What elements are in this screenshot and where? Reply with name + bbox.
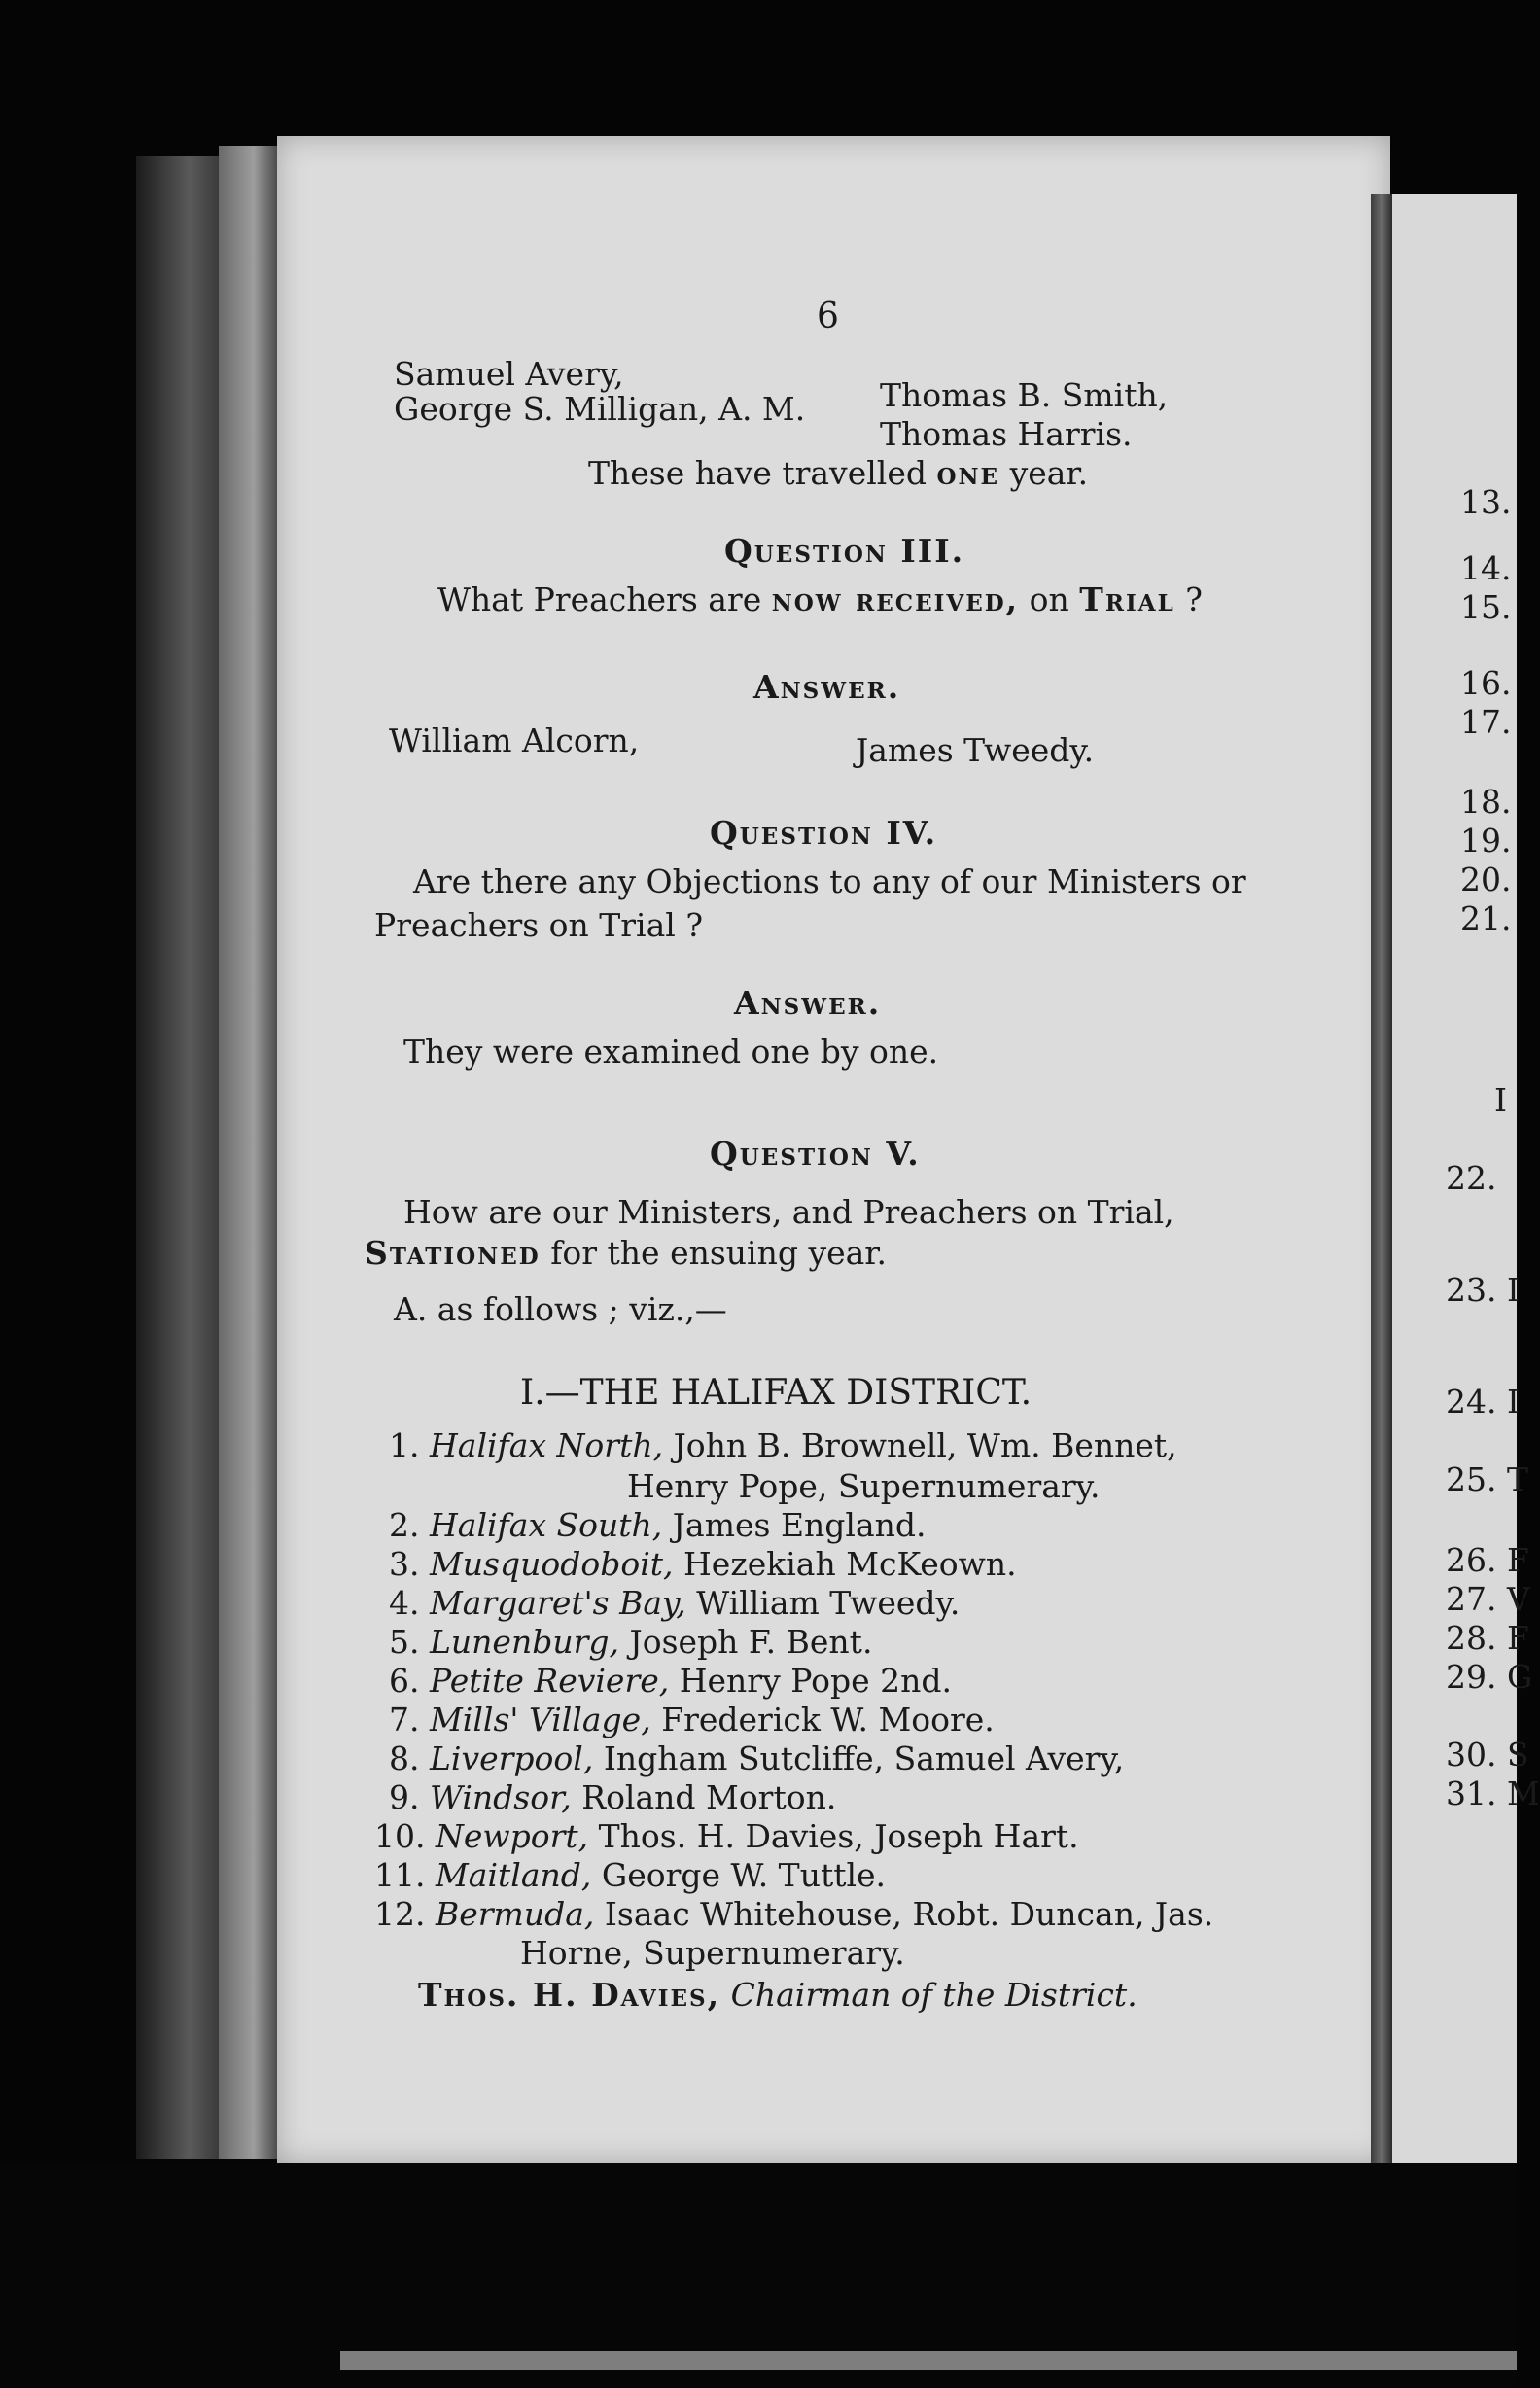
question-5-line-1: How are our Ministers, and Preachers on Trial, [403, 1193, 1174, 1231]
adjacent-number: 28. F [1446, 1619, 1529, 1657]
adjacent-number: 23. I [1446, 1271, 1521, 1309]
list-item-continuation: Henry Pope, Supernumerary. [627, 1467, 1101, 1505]
q3-text-smallcaps: now received, [771, 580, 1020, 618]
question-3-text [438, 580, 1203, 618]
page-edge [219, 146, 277, 2159]
list-item: 6. Petite Reviere, Henry Pope 2nd. [389, 1662, 952, 1700]
adjacent-number: 14. [1460, 549, 1512, 587]
adjacent-number: 17. [1460, 703, 1512, 741]
list-item: 3. Musquodoboit, Hezekiah McKeown. [389, 1545, 1017, 1583]
district-title: I.—THE HALIFAX DISTRICT. [520, 1373, 1032, 1413]
name-left-1: Samuel Avery, [394, 355, 624, 393]
list-item: 2. Halifax South, James England. [389, 1506, 927, 1544]
list-item: 10. Newport, Thos. H. Davies, Joseph Hart. [374, 1817, 1079, 1855]
question-3-answer-heading: Answer. [753, 668, 901, 706]
page-gutter [1371, 194, 1392, 2188]
name-right-2: Thomas Harris. [880, 415, 1133, 453]
q3-text-pre: What Preachers are [438, 580, 762, 618]
question-4-heading: Question IV. [710, 814, 938, 852]
q3-text-trial: Trial [1079, 580, 1175, 618]
note-smallcaps: one [936, 454, 1000, 492]
question-4-answer-heading: Answer. [734, 984, 882, 1022]
travelled-note [588, 454, 1089, 492]
adjacent-number: 16. [1460, 664, 1512, 702]
adjacent-number: 24. I [1446, 1383, 1521, 1421]
adjacent-page-fragment [1392, 194, 1540, 2188]
adjacent-number: 15. [1460, 588, 1512, 626]
chairman-title: Chairman of the District. [730, 1976, 1138, 2014]
adjacent-number: 20. [1460, 860, 1512, 898]
note-text: These have travelled [588, 454, 927, 492]
question-5-heading: Question V. [710, 1135, 921, 1173]
adjacent-number: 18. [1460, 783, 1512, 821]
answer-alcorn: William Alcorn, [389, 721, 640, 759]
list-item: 8. Liverpool, Ingham Sutcliffe, Samuel Avery, [389, 1739, 1125, 1777]
chairman-line [418, 1976, 1138, 2014]
question-3-heading: Question III. [724, 532, 965, 570]
adjacent-number: I [1494, 1081, 1508, 1119]
adjacent-number: 26. F [1446, 1541, 1529, 1579]
note-text-end: year. [1009, 454, 1089, 492]
stationed-smallcaps: Stationed [365, 1234, 541, 1272]
scan-edge [340, 2351, 1517, 2370]
list-item: 1. Halifax North, John B. Brownell, Wm. Bennet, [389, 1426, 1177, 1464]
answer-tweedy: James Tweedy. [856, 731, 1095, 769]
name-left-2: George S. Milligan, A. M. [394, 390, 806, 428]
adjacent-number: 13. [1460, 483, 1512, 521]
chairman-name: Thos. H. Davies, [418, 1976, 721, 2014]
question-4-answer: They were examined one by one. [403, 1033, 939, 1071]
q3-text-mid: on [1029, 580, 1069, 618]
adjacent-number: 22. [1446, 1159, 1497, 1197]
list-item-continuation: Horne, Supernumerary. [520, 1934, 905, 1972]
adjacent-number: 25. T [1446, 1460, 1528, 1498]
adjacent-number: 27. V [1446, 1580, 1530, 1618]
q5-line-2-rest: for the ensuing year. [550, 1234, 887, 1272]
list-item: 7. Mills' Village, Frederick W. Moore. [389, 1701, 995, 1738]
name-right-1: Thomas B. Smith, [880, 376, 1169, 414]
adjacent-number: 19. [1460, 822, 1512, 860]
question-4-line-1: Are there any Objections to any of our Ministers or [413, 862, 1246, 900]
list-item: 9. Windsor, Roland Morton. [389, 1778, 837, 1816]
list-item: 12. Bermuda, Isaac Whitehouse, Robt. Duncan, Jas. [374, 1895, 1214, 1933]
question-5-line-3: A. as follows ; viz.,— [394, 1290, 727, 1328]
q3-text-post: ? [1185, 580, 1203, 618]
list-item: 4. Margaret's Bay, William Tweedy. [389, 1584, 961, 1622]
adjacent-number: 29. G [1446, 1658, 1533, 1696]
adjacent-number: 31. M [1446, 1774, 1540, 1812]
adjacent-number: 30. S [1446, 1736, 1529, 1773]
list-item: 5. Lunenburg, Joseph F. Bent. [389, 1623, 873, 1661]
document-page [277, 136, 1390, 2163]
question-4-line-2: Preachers on Trial ? [374, 906, 704, 944]
page-number: 6 [817, 297, 839, 336]
question-5-line-2 [365, 1234, 887, 1272]
adjacent-number: 21. [1460, 899, 1512, 937]
list-item: 11. Maitland, George W. Tuttle. [374, 1856, 887, 1894]
